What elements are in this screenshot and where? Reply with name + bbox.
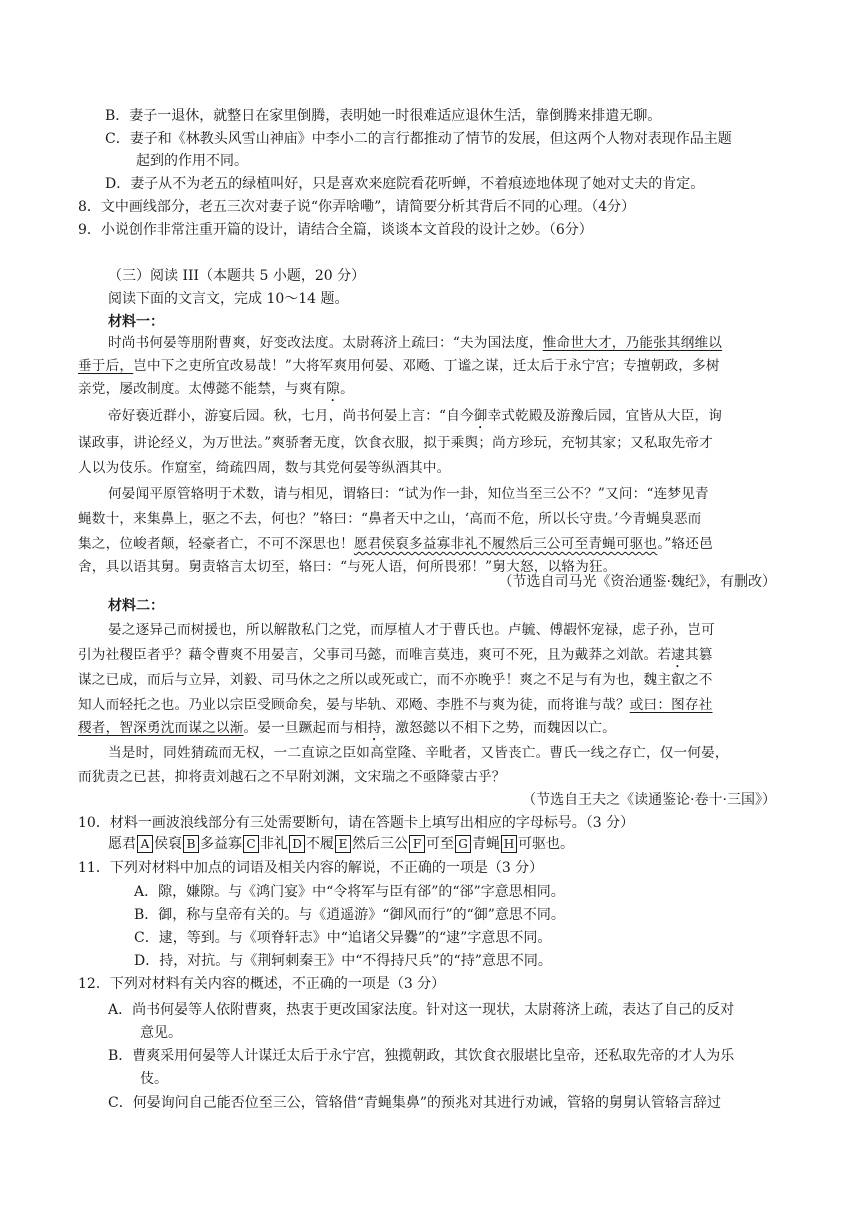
question-11-option-c: C．逮，等到。与《项脊轩志》中“追诸父异爨”的“逮”字意思不同。 bbox=[134, 930, 552, 946]
segment: 多益寡 bbox=[200, 836, 242, 852]
material-1-p3-line1: 何晏闻平原管辂明于术数，请与相见，谓辂曰：“试为作一卦，知位当至三公不？”又问：“连梦见青 bbox=[108, 486, 709, 502]
underlined-sentence: 稷者，智深勇沈而谋之以渐 bbox=[78, 720, 244, 736]
material-2-p1-line3: 谋之已成，而后与立异，刘毅、司马休之之所以或死或亡，而不亦晚乎！爽之不足与有为也，魏主叡之不 bbox=[78, 672, 713, 688]
text-run: ，激怒懿以不相下之势，而魏因以亡。 bbox=[381, 720, 616, 736]
material-1-p2-line2: 谋政事，讲论经义，为万世法。”爽骄奢无度，饮食衣服，拟于乘舆；尚方珍玩，充牣其家；又私取先帝才 bbox=[78, 435, 713, 451]
underlined-sentence: 惟命世大才，乃能张其纲维以 bbox=[542, 335, 723, 351]
question-8: 8．文中画线部分，老五三次对妻子说“你弄啥嘞”，请简要分析其背后不同的心理。（4分） bbox=[78, 199, 636, 215]
letter-box-c: C bbox=[243, 835, 259, 853]
segment: 愿君 bbox=[108, 836, 136, 852]
text-run: 。晏一旦蹶起而与相 bbox=[243, 720, 368, 736]
dotted-word-chi: 持 bbox=[367, 720, 382, 736]
dotted-word-xi: 隙 bbox=[326, 381, 341, 397]
letter-box-e: E bbox=[335, 835, 351, 853]
underlined-sentence: 垂于后， bbox=[78, 358, 134, 374]
segment: 侯裒 bbox=[154, 836, 182, 852]
letter-box-g: G bbox=[455, 835, 471, 853]
wavy-underlined-sentence: 愿君侯裒多益寡非礼不履然后三公可至青蝇可驱也 bbox=[353, 536, 658, 552]
text-run: 时尚书何晏等朋附曹爽，好变改法度。太尉蒋济上疏曰：“夫为国法度， bbox=[108, 335, 543, 351]
material-2-p1-line1: 晏之逐异己而树援也，所以解散私门之党，而厚植人才于曹氏也。卢毓、傅嘏怀宠禄，虑子孙，岂可 bbox=[108, 622, 715, 638]
q7-option-c-line1: C．妻子和《林教头风雪山神庙》中李小二的言行都推动了情节的发展，但这两个人物对表现作品主题 bbox=[105, 131, 732, 147]
question-12-option-b-line2: 伎。 bbox=[140, 1071, 168, 1087]
segment: 可至 bbox=[426, 836, 454, 852]
material-1-p3-line3 bbox=[78, 534, 713, 554]
material-2-p1-line4 bbox=[78, 695, 713, 715]
section-3-instruction: 阅读下面的文言文，完成 10～14 题。 bbox=[108, 291, 349, 307]
segment: 不履 bbox=[306, 836, 334, 852]
question-12-option-a-line1: A．尚书何晏等人依附曹爽，热衷于更改国家法度。针对这一现状，太尉蒋济上疏，表达了自己的反对 bbox=[108, 1002, 735, 1018]
material-1-p2-line1 bbox=[108, 406, 722, 432]
question-11-option-d: D．持，对抗。与《荆轲刺秦王》中“不得持尺兵”的“持”意思不同。 bbox=[134, 953, 552, 969]
question-12-option-c-line1: C．何晏询问自己能否位至三公，管辂借“青蝇集鼻”的预兆对其进行劝诫，管辂的舅舅认管辂言辞过 bbox=[108, 1095, 722, 1111]
text-run: 亲党，屡改制度。太傅懿不能禁，与爽有 bbox=[78, 381, 327, 397]
question-12-option-a-line2: 意见。 bbox=[140, 1025, 182, 1041]
letter-box-f: F bbox=[409, 835, 425, 853]
question-11-option-a: A．隙，嫌隙。与《鸿门宴》中“令将军与臣有郤”的“郤”字意思相同。 bbox=[134, 884, 565, 900]
letter-box-b: B bbox=[183, 835, 199, 853]
dotted-word-dai: 逮 bbox=[671, 647, 685, 663]
material-2-label: 材料二： bbox=[108, 598, 164, 614]
material-2-p2-line2: 而犹责之已甚，抑将责刘越石之不早附刘渊，文宋瑞之不亟降蒙古乎？ bbox=[78, 769, 506, 785]
material-1-p1-line1 bbox=[108, 333, 722, 353]
question-10-segments bbox=[108, 834, 574, 854]
material-2-p1-line2 bbox=[78, 645, 713, 671]
letter-box-d: D bbox=[289, 835, 305, 853]
material-1-p1-line3 bbox=[78, 379, 354, 405]
letter-box-h: H bbox=[501, 835, 517, 853]
question-12-option-b-line1: B．曹爽采用何晏等人计谋迁太后于永宁宫，独揽朝政，其饮食衣服堪比皇帝，还私取先帝的才人为乐 bbox=[108, 1048, 735, 1064]
text-run: 集之，位峻者颠，轻豪者亡，不可不深思也！ bbox=[78, 536, 354, 552]
material-1-source: （节选自司马光《资治通鉴·魏纪》，有删改） bbox=[498, 574, 776, 590]
section-3-title: （三）阅读 III（本题共 5 小题，20 分） bbox=[108, 268, 366, 284]
text-run: 岂中下之吏所宜改易哉！”大将军爽用何晏、邓飏、丁谧之谋，迁太后于永宁宫；专擅朝政，多树 bbox=[133, 358, 720, 374]
letter-box-a: A bbox=[137, 835, 153, 853]
text-run: 帝好亵近群小，游宴后园。秋，七月，尚书何晏上言：“自今 bbox=[108, 408, 474, 424]
material-2-source: （节选自王夫之《读通鉴论·卷十·三国》） bbox=[522, 792, 776, 808]
material-2-p2-line1: 当是时，同姓猜疏而无权，一二直谅之臣如高堂隆、辛毗者，又皆丧亡。曹氏一线之存亡，仅一何晏， bbox=[108, 745, 729, 761]
material-1-p3-line4: 舍，具以语其舅。舅责辂言太切至，辂曰：“与死人语，何所畏邪！”舅大怒，以辂为狂。 bbox=[78, 559, 617, 575]
material-2-p1-line5 bbox=[78, 718, 616, 744]
question-10-stem: 10．材料一画波浪线部分有三处需要断句，请在答题卡上填写出相应的字母标号。（3 分） bbox=[78, 815, 635, 831]
q7-option-c-line2: 起到的作用不同。 bbox=[136, 153, 248, 169]
text-run: 。 bbox=[340, 381, 354, 397]
segment: 可驱也。 bbox=[518, 836, 574, 852]
material-1-label: 材料一： bbox=[108, 314, 164, 330]
text-run: 。”辂还邑 bbox=[657, 536, 713, 552]
material-1-p1-line2 bbox=[78, 356, 720, 376]
question-11-option-b: B．御，称与皇帝有关的。与《逍遥游》“御风而行”的“御”意思不同。 bbox=[134, 907, 565, 923]
q7-option-d: D．妻子从不为老五的绿植叫好，只是喜欢来庭院看花听蝉，不着痕迹地体现了她对丈夫的肯定。 bbox=[105, 176, 705, 192]
dotted-word-yu: 御 bbox=[473, 408, 488, 424]
text-run: 幸式乾殿及游豫后园，宜皆从大臣，询 bbox=[487, 408, 723, 424]
text-run: 其篡 bbox=[684, 647, 713, 663]
text-run: 引为社稷臣者乎？藉令曹爽不用晏言，父事司马懿，而唯言莫违，爽可不死，且为戴莽之刘歆。若 bbox=[78, 647, 672, 663]
segment: 非礼 bbox=[260, 836, 288, 852]
text-run: 知人而轻托之也。乃业以宗臣受顾命矣，晏与毕轨、邓飏、李胜不与爽为徒，而将谁与哉？ bbox=[78, 697, 630, 713]
material-1-p3-line2: 蝇数十，来集鼻上，驱之不去，何也？”辂曰：“鼻者天中之山，‘高而不危，所以长守贵。’今青蝇臭恶而 bbox=[78, 511, 702, 527]
question-9: 9．小说创作非常注重开篇的设计，请结合全篇，谈谈本文首段的设计之妙。（6分） bbox=[78, 222, 593, 238]
q7-option-b: B．妻子一退休，就整日在家里倒腾，表明她一时很难适应退休生活，靠倒腾来排遣无聊。 bbox=[105, 108, 662, 124]
question-11-stem: 11．下列对材料中加点的词语及相关内容的解说，不正确的一项是（3 分） bbox=[78, 860, 544, 876]
question-12-stem: 12．下列对材料有关内容的概述，不正确的一项是（3 分） bbox=[78, 976, 446, 992]
segment: 青蝇 bbox=[472, 836, 500, 852]
material-1-p2-line3: 人以为伎乐。作窟室，绮疏四周，数与其党何晏等纵酒其中。 bbox=[78, 460, 451, 476]
segment: 然后三公 bbox=[352, 836, 408, 852]
underlined-sentence: 或曰：图存社 bbox=[629, 697, 713, 713]
